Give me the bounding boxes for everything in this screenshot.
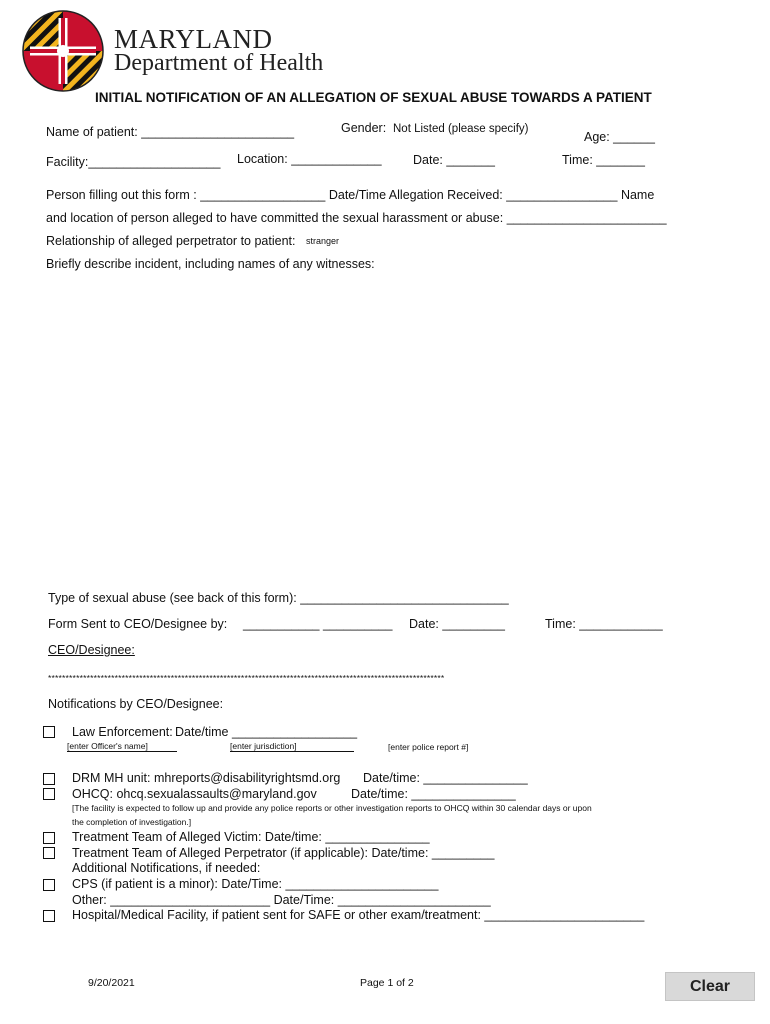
ceo-designee-label: CEO/Designee:	[48, 643, 135, 657]
hospital-checkbox[interactable]	[43, 910, 55, 922]
additional-notifications-label: Additional Notifications, if needed:	[72, 861, 261, 875]
drm-label: DRM MH unit: mhreports@disabilityrightsmd.org	[72, 771, 341, 785]
alleged-person-line[interactable]: and location of person alleged to have committed the sexual harassment or abuse: _______________________	[46, 211, 667, 225]
ohcq-checkbox[interactable]	[43, 788, 55, 800]
form-title: INITIAL NOTIFICATION OF AN ALLEGATION OF SEXUAL ABUSE TOWARDS A PATIENT	[95, 90, 652, 105]
page-number: Page 1 of 2	[360, 977, 414, 989]
org-name-line1: MARYLAND	[114, 24, 273, 54]
org-name-line2: Department of Health	[114, 50, 324, 76]
drm-datetime[interactable]: Date/time: _______________	[363, 771, 528, 785]
relationship-label: Relationship of alleged perpetrator to patient:	[46, 234, 296, 248]
maryland-logo	[22, 10, 104, 92]
clear-button[interactable]: Clear	[665, 972, 755, 1001]
form-sent-label: Form Sent to CEO/Designee by:	[48, 617, 228, 631]
abuse-type-field[interactable]: Type of sexual abuse (see back of this form): ______________________________	[48, 591, 509, 605]
separator-stars: *****************************************************************************************************************	[48, 673, 445, 683]
law-enforcement-label: Law Enforcement:	[72, 725, 173, 739]
describe-label: Briefly describe incident, including names of any witnesses:	[46, 257, 375, 271]
cps-label[interactable]: CPS (if patient is a minor): Date/Time: ______________________	[72, 877, 439, 891]
perpetrator-team-label[interactable]: Treatment Team of Alleged Perpetrator (if applicable): Date/time: _________	[72, 846, 495, 860]
officer-name-field[interactable]: [enter Officer's name]	[67, 741, 177, 752]
footer-date: 9/20/2021	[88, 977, 135, 989]
hospital-label[interactable]: Hospital/Medical Facility, if patient sent for SAFE or other exam/treatment: _______________________	[72, 908, 645, 922]
time-field[interactable]: Time: _______	[562, 153, 645, 167]
police-report-field[interactable]: [enter police report #]	[388, 742, 469, 752]
victim-team-checkbox[interactable]	[43, 832, 55, 844]
ohcq-label: OHCQ: ohcq.sexualassaults@maryland.gov	[72, 787, 317, 801]
perpetrator-team-checkbox[interactable]	[43, 847, 55, 859]
notifications-heading: Notifications by CEO/Designee:	[48, 697, 224, 711]
law-enforcement-checkbox[interactable]	[43, 726, 55, 738]
patient-name-field[interactable]: Name of patient: ______________________	[46, 125, 295, 139]
sent-date-field[interactable]: Date: _________	[409, 617, 505, 631]
location-field[interactable]: Location: _____________	[237, 152, 382, 166]
gender-label: Gender:	[341, 121, 387, 135]
gender-select[interactable]: Not Listed (please specify)	[393, 123, 529, 135]
jurisdiction-field[interactable]: [enter jurisdiction]	[230, 741, 354, 752]
date-field[interactable]: Date: _______	[413, 153, 496, 167]
ohcq-datetime[interactable]: Date/time: _______________	[351, 787, 516, 801]
law-enforcement-datetime[interactable]: Date/time __________________	[175, 725, 358, 739]
victim-team-label[interactable]: Treatment Team of Alleged Victim: Date/time: _______________	[72, 830, 430, 844]
reporter-line[interactable]: Person filling out this form : __________________ Date/Time Allegation Received: ________________ Name	[46, 188, 655, 202]
other-label[interactable]: Other: _______________________ Date/Time: ______________________	[72, 893, 491, 907]
facility-field[interactable]: Facility:___________________	[46, 155, 221, 169]
sent-time-field[interactable]: Time: ____________	[545, 617, 663, 631]
relationship-value[interactable]: stranger	[306, 236, 340, 246]
drm-checkbox[interactable]	[43, 773, 55, 785]
ohcq-note-line1: [The facility is expected to follow up and provide any police reports or other investigation reports to OHCQ within 30 calendar days or upon	[72, 803, 592, 813]
maryland-flag-seal-icon	[22, 10, 104, 92]
ohcq-note-line2: the completion of investigation.]	[72, 817, 192, 827]
age-field[interactable]: Age: ______	[584, 130, 655, 144]
incident-description-area[interactable]	[46, 275, 726, 585]
cps-checkbox[interactable]	[43, 879, 55, 891]
form-sent-field[interactable]: ___________ __________	[243, 617, 393, 631]
